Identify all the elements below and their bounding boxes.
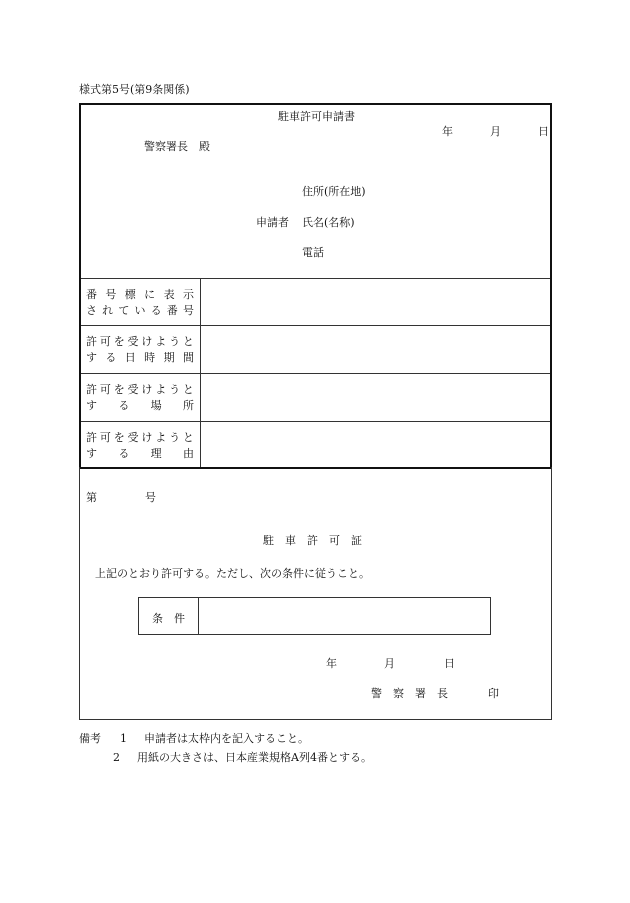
row-label-char: 期 [163, 351, 175, 364]
permit-date-day: 日 [444, 657, 455, 670]
row-label-char: れ [102, 304, 114, 317]
notes [79, 729, 372, 767]
row-label-char: る [105, 351, 117, 364]
row-label-line [86, 398, 194, 414]
name-label: 氏名(名称) [302, 216, 355, 229]
note-number: 1 [120, 732, 127, 745]
row-label-char: う [169, 431, 181, 444]
row-label-char: 受 [127, 431, 139, 444]
row-label-line [86, 430, 194, 446]
row-label-char: よ [155, 431, 167, 444]
permit-date-year: 年 [326, 657, 337, 670]
row-label-period [86, 334, 194, 366]
date-day-label: 日 [538, 125, 549, 138]
row-label-char: 番 [86, 288, 97, 301]
row-label-line [86, 382, 194, 398]
row-label-char: 理 [150, 447, 162, 460]
note-number: 2 [113, 751, 120, 764]
row-label-line [86, 446, 194, 462]
row-label-char: 許 [86, 431, 97, 444]
period-field[interactable] [202, 327, 550, 372]
row-label-char: 受 [127, 383, 139, 396]
condition-label: 条 件 [152, 612, 185, 625]
seal-label: 印 [488, 687, 499, 700]
place-field[interactable] [202, 375, 550, 420]
notes-heading: 備考 [79, 732, 101, 745]
row-label-char: 許 [86, 383, 97, 396]
divider [81, 373, 550, 374]
row-label-char: 可 [99, 383, 111, 396]
row-label-char: を [113, 431, 125, 444]
row-label-char: け [141, 335, 153, 348]
row-label-char: を [113, 383, 125, 396]
row-label-place [86, 382, 194, 414]
permit-title: 駐 車 許 可 証 [263, 534, 362, 547]
row-label-char: 表 [163, 288, 175, 301]
row-label-char: 受 [127, 335, 139, 348]
address-label: 住所(所在地) [302, 185, 366, 198]
note-text: 用紙の大きさは、日本産業規格A列4番とする。 [137, 751, 372, 764]
row-label-char: る [150, 304, 162, 317]
permit-date-month: 月 [384, 657, 395, 670]
row-label-line [86, 287, 194, 303]
permit-statement: 上記のとおり許可する。ただし、次の条件に従うこと。 [95, 567, 370, 580]
plate-number-field[interactable] [202, 280, 550, 324]
row-label-reason [86, 430, 194, 462]
row-label-plate-number [86, 287, 194, 319]
divider [81, 278, 550, 279]
note-text: 申請者は太枠内を記入すること。 [144, 732, 309, 745]
row-label-char: 可 [99, 335, 111, 348]
divider [81, 325, 550, 326]
row-label-char: 番 [166, 304, 178, 317]
row-label-char: 由 [182, 447, 194, 460]
row-label-char: い [134, 304, 146, 317]
row-label-char: さ [86, 304, 97, 317]
row-label-char: 示 [182, 288, 194, 301]
row-label-char: る [118, 447, 130, 460]
application-title: 駐車許可申請書 [278, 110, 355, 123]
row-label-char: 時 [144, 351, 156, 364]
permit-number-prefix: 第 [86, 491, 97, 504]
row-label-char: と [182, 383, 194, 396]
row-label-char: る [118, 399, 130, 412]
row-label-char: 日 [124, 351, 136, 364]
row-label-char: す [86, 399, 97, 412]
permit-section [79, 467, 552, 720]
row-label-char: す [86, 351, 97, 364]
row-label-char: よ [155, 335, 167, 348]
row-label-char: 標 [124, 288, 136, 301]
row-label-char: 所 [182, 399, 194, 412]
row-label-char: 号 [105, 288, 117, 301]
issuer-label: 警 察 署 長 [371, 687, 448, 700]
applicant-label: 申請者 [256, 216, 289, 229]
row-label-char: す [86, 447, 97, 460]
divider [81, 421, 550, 422]
row-label-char: を [113, 335, 125, 348]
permit-number-suffix: 号 [145, 491, 156, 504]
row-label-line [86, 350, 194, 366]
reason-field[interactable] [202, 423, 550, 467]
row-label-char: 場 [150, 399, 162, 412]
form-number-label: 様式第5号(第9条関係) [79, 83, 190, 96]
date-year-label: 年 [442, 125, 453, 138]
row-label-char: け [141, 383, 153, 396]
condition-field[interactable] [200, 599, 490, 633]
condition-box [138, 597, 491, 635]
row-label-char: 可 [99, 431, 111, 444]
row-label-char: に [144, 288, 156, 301]
row-label-char: け [141, 431, 153, 444]
column-divider [200, 278, 201, 467]
addressee-label: 警察署長 殿 [144, 140, 210, 153]
row-label-char: 間 [182, 351, 194, 364]
row-label-line [86, 334, 194, 350]
row-label-char: う [169, 335, 181, 348]
row-label-char: 許 [86, 335, 97, 348]
application-form [79, 103, 552, 469]
date-month-label: 月 [490, 125, 501, 138]
row-label-char: 号 [182, 304, 194, 317]
phone-label: 電話 [302, 246, 324, 259]
row-label-line [86, 303, 194, 319]
row-label-char: と [182, 431, 194, 444]
row-label-char: て [118, 304, 130, 317]
row-label-char: よ [155, 383, 167, 396]
row-label-char: う [169, 383, 181, 396]
row-label-char: と [182, 335, 194, 348]
condition-divider [198, 598, 199, 634]
